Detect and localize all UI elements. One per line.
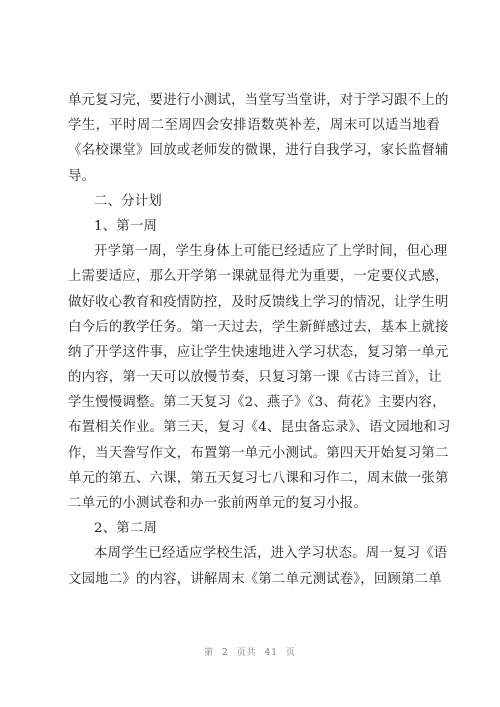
text-line: 纳了开学这件事，应让学生快速地进入学习状态，复习第一单元 (68, 344, 449, 360)
text-line: 二单元的小测试卷和办一张前两单元的复习小报。 (68, 496, 367, 511)
text-line: 做好收心教育和疫情防控，及时反馈线上学习的情况，让学生明 (68, 294, 449, 310)
text-line: 文园地二》的内容，讲解周末《第二单元测试卷》，回顾第二单 (68, 571, 442, 587)
text-line: 2、第二周 (94, 521, 158, 537)
text-line: 1、第一周 (94, 218, 158, 234)
text-line: 单元复习完，要进行小测试，当堂写当堂讲，对于学习跟不上的 (68, 93, 449, 108)
text-line: 二、分计划 (94, 193, 162, 209)
text-line: 的内容，第一天可以放慢节奏，只复习第一课《古诗三首》，让 (68, 370, 442, 386)
footer-suffix: 页 (285, 648, 296, 658)
text-line: 本周学生已经适应学校生活，进入学习状态。周一复习《语 (94, 546, 448, 562)
text-line: 白今后的教学任务。第一天过去，学生新鲜感过去，基本上就接 (68, 319, 449, 335)
text-line: 学生慢慢调整。第二天复习《2、燕子》《3、荷花》主要内容， (68, 395, 446, 411)
text-line: 上需要适应，那么开学第一课就显得尤为重要，一定要仪式感， (68, 269, 449, 285)
text-line: 单元的第五、六课，第五天复习七八课和习作二，周末做一张第 (68, 470, 449, 486)
text-line: 《名校课堂》回放或老师发的微课，进行自我学习，家长监督辅 (68, 143, 449, 159)
footer-total-pages: 41 (264, 648, 278, 658)
text-line: 开学第一周，学生身体上可能已经适应了上学时间，但心理 (94, 244, 448, 260)
footer-page-number: 2 (222, 648, 229, 658)
footer-middle: 页共 (236, 648, 257, 658)
text-line: 导。 (68, 168, 96, 184)
page-footer (0, 645, 500, 658)
text-line: 作，当天誊写作文，布置第一单元小测试。第四天开始复习第二 (68, 445, 449, 461)
document-body (68, 88, 451, 592)
footer-prefix: 第 (204, 648, 215, 658)
text-line: 学生，平时周二至周四会安排语数英补差，周末可以适当地看 (68, 118, 440, 134)
text-line: 布置相关作业。第三天，复习《4、昆虫备忘录》、语文园地和习 (68, 420, 451, 436)
